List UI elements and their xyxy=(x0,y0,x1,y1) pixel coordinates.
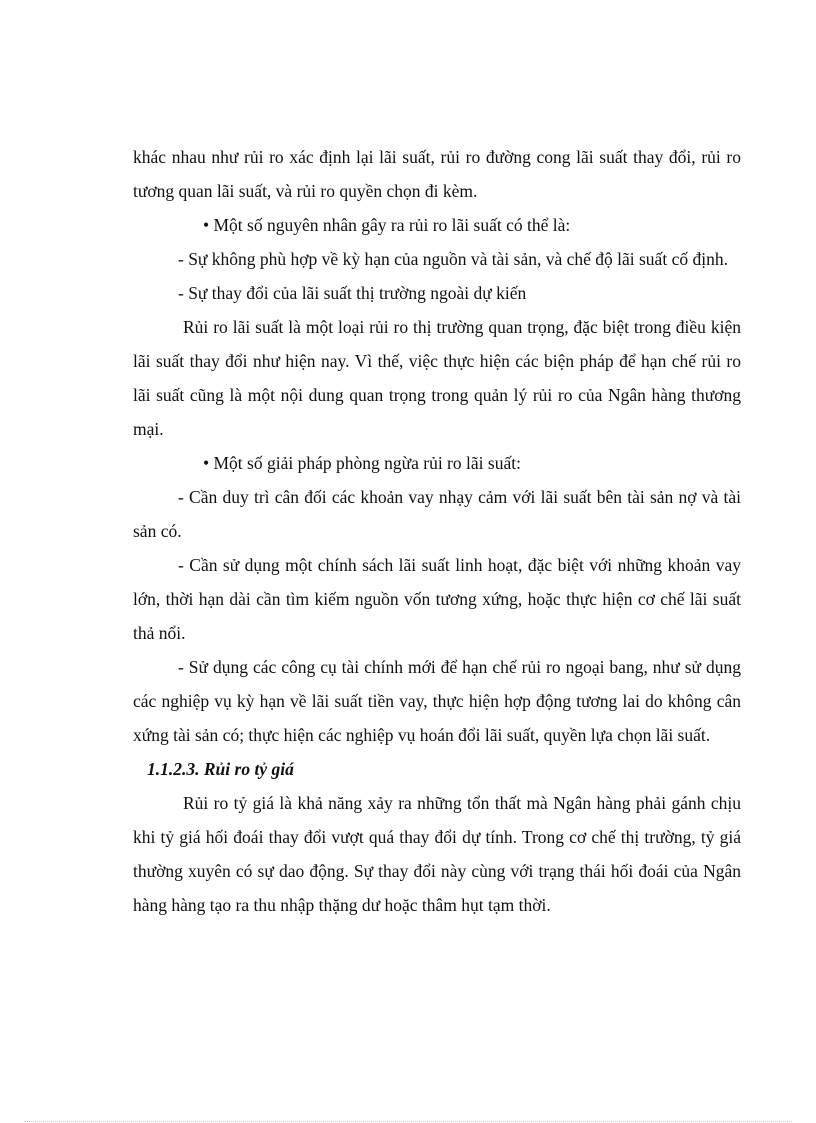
dash-item-market-rate-change: - Sự thay đổi của lãi suất thị trường ngoài dự kiến xyxy=(178,283,527,303)
dash-item-maturity-mismatch: - Sự không phù hợp về kỳ hạn của nguồn và tài sản, và chế độ lãi suất cố định. xyxy=(178,249,728,269)
dash-item-balance-loans: - Cần duy trì cân đối các khoản vay nhạy cảm với lãi suất bên tài sản nợ và tài sản có. xyxy=(133,487,741,541)
paragraph-interest-rate-risk: Rủi ro lãi suất là một loại rủi ro thị trường quan trọng, đặc biệt trong điều kiện lãi suất thay đổi như hiện nay. Vì thế, việc thực hiện các biện pháp để hạn chế rủi ro lãi suất cũng là một nội dung quan trọng trong quản lý rủi ro của Ngân hàng thương mại. xyxy=(133,317,741,439)
paragraph-exchange-rate-risk: Rủi ro tỷ giá là khả năng xảy ra những tổn thất mà Ngân hàng phải gánh chịu khi tỷ giá hối đoái thay đổi vượt quá thay đổi dự tính. Trong cơ chế thị trường, tỷ giá thường xuyên có sự dao động. Sự thay đổi này cùng với trạng thái hối đoái của Ngân hàng hàng tạo ra thu nhập thặng dư hoặc thâm hụt tạm thời. xyxy=(133,793,741,915)
paragraph-continuation: khác nhau như rủi ro xác định lại lãi suất, rủi ro đường cong lãi suất thay đổi, rủi ro tương quan lãi suất, và rủi ro quyền chọn đi kèm. xyxy=(133,147,741,201)
bullet-causes: • Một số nguyên nhân gây ra rủi ro lãi suất có thể là: xyxy=(203,215,571,235)
bullet-solutions: • Một số giải pháp phòng ngừa rủi ro lãi suất: xyxy=(203,453,521,473)
dash-item-financial-tools: - Sử dụng các công cụ tài chính mới để hạn chế rủi ro ngoại bang, như sử dụng các nghiệp vụ kỳ hạn về lãi suất tiền vay, thực hiện hợp động tương lai do không cân xứng tài sản có; thực hiện các nghiệp vụ hoán đổi lãi suất, quyền lựa chọn lãi suất. xyxy=(133,657,741,745)
page-bottom-divider xyxy=(24,1121,792,1122)
document-body xyxy=(133,140,741,922)
section-heading: 1.1.2.3. Rủi ro tỷ giá xyxy=(147,759,294,779)
dash-item-flexible-policy: - Cần sử dụng một chính sách lãi suất linh hoạt, đặc biệt với những khoản vay lớn, thời hạn dài cần tìm kiếm nguồn vốn tương xứng, hoặc thực hiện cơ chế lãi suất thả nổi. xyxy=(133,555,741,643)
